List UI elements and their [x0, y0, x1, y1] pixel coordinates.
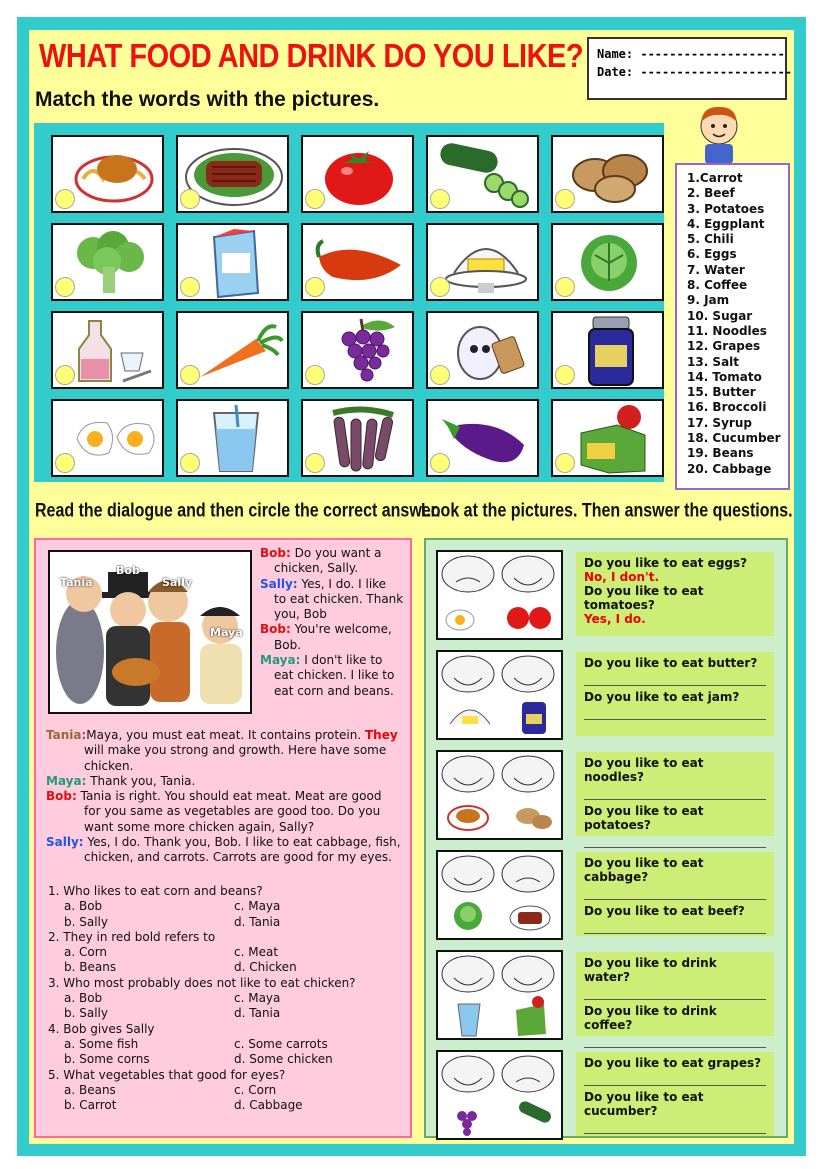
- qa-answer-box: [576, 952, 774, 1036]
- answer-circle[interactable]: [555, 453, 575, 473]
- dialogue-full: [46, 728, 406, 866]
- grid-cell-beans[interactable]: [301, 399, 414, 477]
- qa-question: Do you like to drink coffee?: [584, 1004, 717, 1032]
- word-item: 1.Carrot: [687, 171, 743, 185]
- faces-noodles-potatoes-icon: [438, 752, 561, 838]
- word-item: 6. Eggs: [687, 247, 737, 262]
- option[interactable]: c. Meat: [234, 945, 279, 960]
- grid-cell-cucumber[interactable]: [426, 135, 539, 213]
- answer-circle[interactable]: [305, 189, 325, 209]
- word-item: 14. Tomato: [687, 369, 762, 384]
- question: 5. What vegetables that good for eyes?: [48, 1067, 286, 1082]
- word-item: 17. Syrup: [687, 415, 752, 430]
- grid-cell-broccoli[interactable]: [51, 223, 164, 301]
- picture-grid: [34, 123, 664, 482]
- grid-cell-sugar[interactable]: [176, 223, 289, 301]
- eggs-icon: [73, 415, 159, 465]
- name-field[interactable]: Name: --------------------: [597, 47, 785, 61]
- qa-question: Do you like to eat jam?: [584, 690, 740, 704]
- question: 3. Who most probably does not like to eat chicken?: [48, 975, 356, 990]
- qa-row: [436, 950, 786, 1040]
- salt-icon: [448, 315, 534, 387]
- option[interactable]: a. Some fish: [64, 1036, 139, 1051]
- dialogue-panel: [34, 538, 412, 1138]
- question: 4. Bob gives Sally: [48, 1021, 155, 1036]
- answer-line[interactable]: [584, 832, 766, 848]
- qa-row: [436, 550, 786, 640]
- qa-answer-box: [576, 652, 774, 736]
- answer-circle[interactable]: [180, 453, 200, 473]
- answer-line[interactable]: [584, 1032, 766, 1048]
- photo-label-bob: Bob: [116, 564, 140, 577]
- option[interactable]: d. Chicken: [234, 960, 297, 975]
- word-item: 9. Jam: [687, 293, 730, 308]
- option[interactable]: b. Sally: [64, 914, 108, 929]
- word-item: 2. Beef: [687, 186, 735, 201]
- answer-line[interactable]: [584, 704, 766, 720]
- word-item: 4. Eggplant: [687, 216, 765, 231]
- photo-label-maya: Maya: [210, 626, 243, 639]
- qa-answer[interactable]: No, I don't.: [584, 570, 660, 584]
- faces-butter-jam-icon: [438, 652, 561, 738]
- qa-question: Do you like to eat butter?: [584, 656, 758, 670]
- qa-picture: [436, 850, 563, 940]
- question-list: [48, 884, 408, 1113]
- qa-row: [436, 1050, 786, 1140]
- broccoli-icon: [67, 229, 153, 297]
- sugar-icon: [206, 227, 266, 299]
- jam-icon: [583, 315, 639, 387]
- answer-circle[interactable]: [430, 189, 450, 209]
- option[interactable]: d. Cabbage: [234, 1098, 303, 1113]
- option[interactable]: d. Some chicken: [234, 1052, 333, 1067]
- answer-circle[interactable]: [55, 453, 75, 473]
- faces-cabbage-beef-icon: [438, 852, 561, 938]
- answer-circle[interactable]: [305, 453, 325, 473]
- coffee-icon: [573, 403, 653, 475]
- grid-cell-beef[interactable]: [176, 135, 289, 213]
- potatoes-icon: [567, 145, 657, 205]
- answer-circle[interactable]: [305, 365, 325, 385]
- grid-cell-chili[interactable]: [301, 223, 414, 301]
- tomato-icon: [321, 141, 397, 209]
- answer-circle[interactable]: [55, 365, 75, 385]
- option[interactable]: a. Bob: [64, 899, 103, 914]
- option-row: [48, 945, 408, 960]
- option[interactable]: c. Some carrots: [234, 1036, 328, 1051]
- qa-question: Do you like to eat potatoes?: [584, 804, 704, 832]
- option[interactable]: d. Tania: [234, 914, 281, 929]
- grid-cell-carrot[interactable]: [176, 311, 289, 389]
- grid-cell-butter[interactable]: [426, 223, 539, 301]
- option[interactable]: b. Sally: [64, 1006, 108, 1021]
- answer-line[interactable]: [584, 1070, 766, 1086]
- word-item: 3. Potatoes: [687, 201, 765, 216]
- dialogue-line: Tania:Maya, you must eat meat. It contains protein. They will make you strong and growth. Here have some chicken.: [46, 728, 398, 773]
- option-row: [48, 960, 408, 975]
- grid-cell-eggplant[interactable]: [426, 399, 539, 477]
- word-list: [675, 163, 790, 490]
- qa-question: Do you like to eat cucumber?: [584, 1090, 704, 1118]
- answer-circle[interactable]: [555, 365, 575, 385]
- date-field[interactable]: Date: ---------------------: [597, 65, 793, 79]
- dialogue-line: Maya: I don't like to eat chicken. I like to eat corn and beans.: [260, 653, 395, 698]
- dialogue-line: Sally: Yes, I do. Thank you, Bob. I like to eat cabbage, fish, chicken, and carrots. Carrots are good for my eyes.: [46, 835, 401, 865]
- grid-cell-grapes[interactable]: [301, 311, 414, 389]
- answer-circle[interactable]: [180, 189, 200, 209]
- dialogue-side: [260, 546, 410, 699]
- grid-cell-jam[interactable]: [551, 311, 664, 389]
- dialogue-line: Bob: You're welcome, Bob.: [260, 622, 392, 652]
- syrup-icon: [73, 315, 159, 387]
- chili-icon: [313, 235, 409, 291]
- questions-heading: Look at the pictures. Then answer the questions.: [421, 501, 793, 522]
- water-icon: [208, 403, 264, 475]
- option[interactable]: a. Bob: [64, 991, 103, 1006]
- beans-icon: [323, 403, 403, 475]
- answer-circle[interactable]: [555, 277, 575, 297]
- qa-question: Do you like to eat noodles?: [584, 756, 704, 784]
- answer-circle[interactable]: [55, 189, 75, 209]
- name-date-box: [587, 37, 793, 100]
- word-item: 16. Broccoli: [687, 400, 767, 415]
- question: 1. Who likes to eat corn and beans?: [48, 884, 263, 898]
- grid-cell-potatoes[interactable]: [551, 135, 664, 213]
- qa-question: Do you like to eat tomatoes?: [584, 584, 704, 612]
- qa-answer[interactable]: Yes, I do.: [584, 612, 646, 626]
- worksheet-frame: [17, 17, 806, 1156]
- eggplant-icon: [438, 409, 532, 469]
- option[interactable]: c. Maya: [234, 899, 281, 914]
- grid-cell-syrup[interactable]: [51, 311, 164, 389]
- dialogue-line: Bob: Tania is right. You should eat meat. Meat are good for you same as vegetables are good too. Do you want some more chicken again, Sally?: [46, 789, 382, 834]
- option[interactable]: b. Beans: [64, 960, 117, 975]
- qa-picture: [436, 950, 563, 1040]
- picture-questions-panel: [424, 538, 788, 1138]
- answer-line[interactable]: [584, 670, 766, 686]
- answer-circle[interactable]: [555, 189, 575, 209]
- answer-circle[interactable]: [180, 365, 200, 385]
- faces-water-coffee-icon: [438, 952, 561, 1038]
- word-item: 20. Cabbage: [687, 461, 772, 476]
- qa-answer-box: [576, 752, 774, 836]
- option[interactable]: a. Corn: [64, 945, 108, 960]
- qa-question: Do you like to drink water?: [584, 956, 717, 984]
- word-item: 5. Chili: [687, 232, 734, 247]
- grid-cell-salt[interactable]: [426, 311, 539, 389]
- grid-cell-eggs[interactable]: [51, 399, 164, 477]
- grid-cell-tomato[interactable]: [301, 135, 414, 213]
- qa-picture: [436, 1050, 563, 1140]
- dialogue-line: Sally: Yes, I do. I like to eat chicken. Thank you, Bob: [260, 576, 404, 622]
- dialogue-line: Maya: Thank you, Tania.: [46, 773, 196, 788]
- answer-line[interactable]: [584, 918, 766, 934]
- word-item: 11. Noodles: [687, 323, 767, 338]
- answer-circle[interactable]: [430, 453, 450, 473]
- answer-line[interactable]: [584, 884, 766, 900]
- word-item: 19. Beans: [687, 446, 754, 461]
- option[interactable]: c. Maya: [234, 991, 281, 1006]
- qa-question: Do you like to eat beef?: [584, 904, 745, 918]
- answer-circle[interactable]: [55, 277, 75, 297]
- word-item: 13. Salt: [687, 354, 740, 369]
- pilgrims-photo: [48, 550, 252, 714]
- dialogue-heading: Read the dialogue and then circle the correct answer.: [35, 501, 441, 522]
- word-item: 10. Sugar: [687, 308, 753, 323]
- grid-cell-coffee[interactable]: [551, 399, 664, 477]
- answer-line[interactable]: [584, 784, 766, 800]
- qa-picture: [436, 750, 563, 840]
- carrot-icon: [194, 319, 284, 383]
- grapes-icon: [325, 315, 401, 387]
- question: 2. They in red bold refers to: [48, 929, 216, 944]
- answer-line[interactable]: [584, 984, 766, 1000]
- qa-row: [436, 650, 786, 740]
- matching-instructions: Match the words with the pictures.: [35, 88, 380, 111]
- answer-circle[interactable]: [430, 277, 450, 297]
- qa-question: Do you like to eat eggs?: [584, 556, 748, 570]
- word-item: 18. Cucumber: [687, 431, 781, 446]
- worksheet-inner: [29, 30, 794, 1144]
- word-item: 8. Coffee: [687, 278, 748, 293]
- option[interactable]: a. Beans: [64, 1082, 116, 1097]
- word-item: 12. Grapes: [687, 339, 761, 354]
- faces-eggs-tomatoes-icon: [438, 552, 561, 638]
- noodles-icon: [73, 143, 155, 205]
- option-row: [48, 1098, 408, 1113]
- butter-icon: [442, 229, 530, 297]
- qa-question: Do you like to eat grapes?: [584, 1056, 762, 1070]
- qa-picture: [436, 650, 563, 740]
- answer-line[interactable]: [584, 1118, 766, 1134]
- photo-label-sally: Sally: [162, 576, 193, 589]
- grid-cell-noodles[interactable]: [51, 135, 164, 213]
- option-row: [48, 1037, 408, 1052]
- word-item: 15. Butter: [687, 385, 756, 400]
- option-row: [48, 1006, 408, 1021]
- photo-label-tania: Tania: [60, 576, 93, 589]
- option-row: [48, 915, 408, 930]
- grid-cell-cabbage[interactable]: [551, 223, 664, 301]
- qa-picture: [436, 550, 563, 640]
- option[interactable]: d. Tania: [234, 1006, 281, 1021]
- option-row: [48, 899, 408, 914]
- page-title: WHAT FOOD AND DRINK DO YOU LIKE?: [39, 38, 584, 75]
- option[interactable]: b. Carrot: [64, 1098, 117, 1113]
- cucumber-icon: [436, 141, 532, 209]
- dialogue-line: Bob: Do you want a chicken, Sally.: [260, 546, 382, 576]
- answer-circle[interactable]: [180, 277, 200, 297]
- option-row: [48, 1083, 408, 1098]
- qa-row: [436, 850, 786, 940]
- answer-circle[interactable]: [430, 365, 450, 385]
- answer-circle[interactable]: [305, 277, 325, 297]
- option[interactable]: b. Some corns: [64, 1052, 150, 1067]
- word-item: 7. Water: [687, 262, 745, 277]
- qa-question: Do you like to eat cabbage?: [584, 856, 704, 884]
- qa-answer-box: [576, 552, 774, 636]
- qa-answer-box: [576, 1052, 774, 1136]
- cabbage-icon: [571, 231, 647, 295]
- grid-cell-water[interactable]: [176, 399, 289, 477]
- faces-grapes-cucumber-icon: [438, 1052, 561, 1138]
- boy-illustration-icon: [689, 102, 749, 164]
- option[interactable]: c. Corn: [234, 1082, 277, 1097]
- qa-row: [436, 750, 786, 840]
- qa-answer-box: [576, 852, 774, 936]
- option-row: [48, 991, 408, 1006]
- option-row: [48, 1052, 408, 1067]
